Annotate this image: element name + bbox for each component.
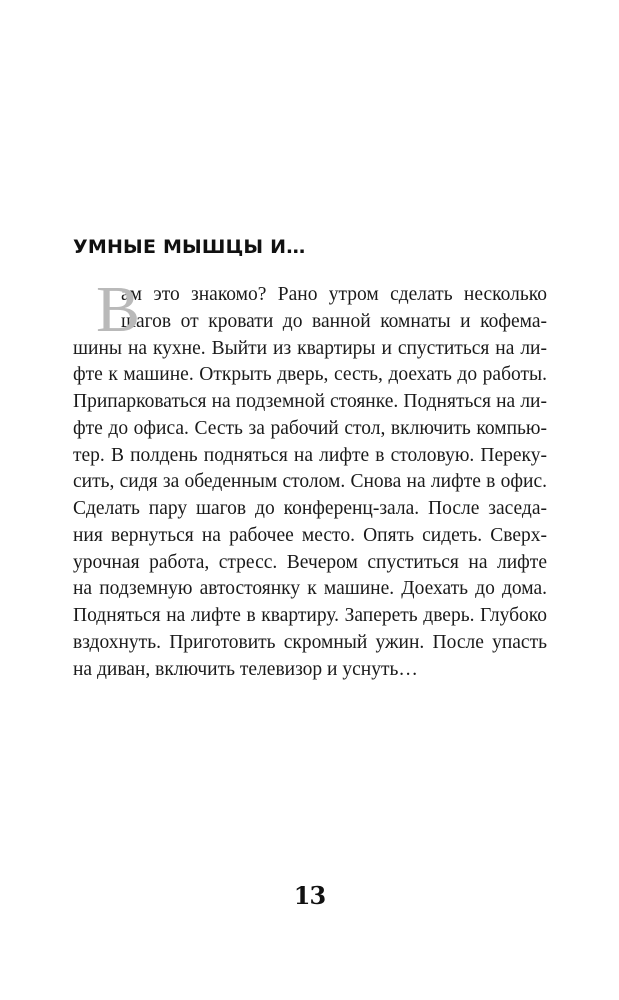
text-line: ам это знакомо? Рано утром сделать несколько bbox=[121, 284, 547, 305]
text-line: сить, сидя за обеденным столом. Снова на лифте в офис. bbox=[73, 471, 547, 493]
text-line: на подземную автостоянку к машине. Доехать до дома. bbox=[73, 578, 547, 600]
text-line: тер. В полдень подняться на лифте в столовую. Переку- bbox=[73, 444, 547, 466]
drop-cap: В bbox=[96, 273, 141, 346]
text-line: шагов от кровати до ванной комнаты и кофема- bbox=[121, 310, 547, 332]
body-paragraph bbox=[73, 273, 547, 683]
page-number: 13 bbox=[293, 881, 326, 910]
text-line: Подняться на лифте в квартиру. Запереть дверь. Глубоко bbox=[73, 605, 547, 626]
text-line: урочная работа, стресс. Вечером спуститься на лифте bbox=[73, 551, 547, 573]
text-line: вздохнуть. Приготовить скромный ужин. После упасть bbox=[73, 631, 547, 653]
text-line: фте к машине. Открыть дверь, сесть, доехать до работы. bbox=[73, 364, 547, 386]
text-line: ния вернуться на рабочее место. Опять сидеть. Сверх- bbox=[73, 524, 547, 546]
text-line: Припарковаться на подземной стоянке. Подняться на ли- bbox=[73, 391, 547, 412]
text-line: фте до офиса. Сесть за рабочий стол, включить компью- bbox=[73, 417, 547, 439]
text-line: на диван, включить телевизор и уснуть… bbox=[73, 658, 418, 680]
text-line: Сделать пару шагов до конференц-зала. После заседа- bbox=[73, 498, 547, 519]
section-heading: УМНЫЕ МЫШЦЫ И… bbox=[73, 236, 306, 258]
text-line: шины на кухне. Выйти из квартиры и спуститься на ли- bbox=[73, 337, 547, 359]
